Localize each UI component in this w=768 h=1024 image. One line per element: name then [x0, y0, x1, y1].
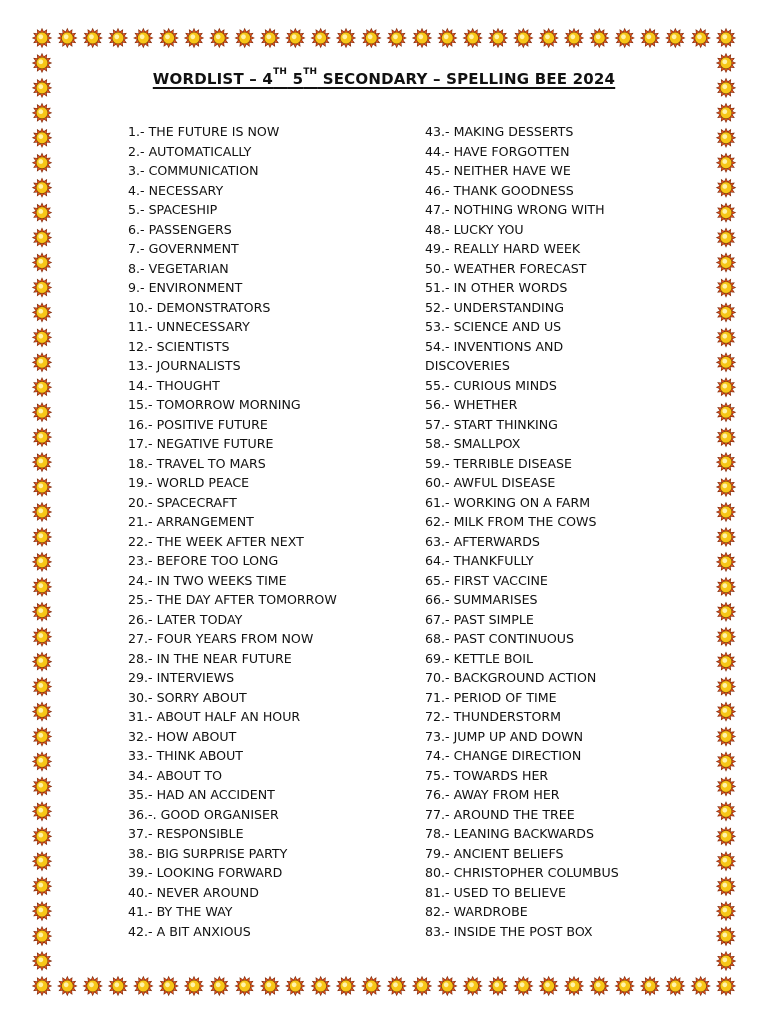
sun-icon	[717, 353, 736, 372]
word-list-item: 80.- CHRISTOPHER COLUMBUS	[425, 865, 619, 880]
word-list-item: 29.- INTERVIEWS	[128, 670, 235, 685]
sun-icon	[362, 29, 381, 48]
sun-icon	[235, 29, 254, 48]
sun-icon	[489, 29, 508, 48]
sun-icon	[337, 29, 356, 48]
sun-icon	[717, 153, 736, 172]
sun-icon	[134, 977, 153, 996]
sun-icon	[33, 752, 52, 771]
sun-icon	[261, 29, 280, 48]
sun-icon	[717, 852, 736, 871]
word-list-item: 31.- ABOUT HALF AN HOUR	[128, 709, 301, 724]
title-part-2: 5	[287, 70, 304, 88]
sun-icon	[210, 29, 229, 48]
sun-icon	[641, 29, 660, 48]
word-list-item: 56.- WHETHER	[425, 397, 518, 412]
word-list-item: 36.-. GOOD ORGANISER	[128, 806, 279, 822]
sun-icon	[717, 103, 736, 122]
sun-icon	[717, 702, 736, 721]
word-list-item: 12.- SCIENTISTS	[128, 338, 230, 354]
sun-icon	[33, 478, 52, 497]
sun-icon	[33, 328, 52, 347]
title-sup-2: TH	[303, 67, 318, 77]
sun-icon	[33, 153, 52, 172]
word-list-item: 15.- TOMORROW MORNING	[128, 397, 301, 412]
sun-icon	[159, 29, 178, 48]
sun-icon	[717, 602, 736, 621]
word-list-item: 2.- AUTOMATICALLY	[128, 143, 252, 159]
word-list-item: 46.- THANK GOODNESS	[425, 182, 574, 198]
sun-icon	[666, 29, 685, 48]
word-list-item: 4.- NECESSARY	[128, 182, 224, 198]
sun-icon	[717, 927, 736, 946]
word-list-item: 76.- AWAY FROM HER	[425, 787, 560, 802]
sun-icon	[641, 977, 660, 996]
sun-icon	[134, 29, 153, 48]
word-list-item: 54.- INVENTIONS AND DISCOVERIES	[425, 338, 564, 373]
sun-icon	[387, 29, 406, 48]
sun-icon	[33, 877, 52, 896]
word-list-item: 74.- CHANGE DIRECTION	[425, 748, 582, 763]
word-list-item: 57.- START THINKING	[425, 416, 558, 432]
word-list-item: 1.- THE FUTURE IS NOW	[128, 124, 280, 139]
sun-icon	[33, 677, 52, 696]
word-list-item: 30.- SORRY ABOUT	[128, 689, 247, 705]
sun-icon	[311, 29, 330, 48]
sun-icon	[514, 29, 533, 48]
sun-icon	[337, 977, 356, 996]
sun-icon	[717, 727, 736, 746]
sun-icon	[33, 777, 52, 796]
sun-icon	[58, 977, 77, 996]
sun-icon	[717, 527, 736, 546]
word-list-item: 5.- SPACESHIP	[128, 202, 218, 217]
sun-icon	[666, 977, 685, 996]
sun-icon	[717, 552, 736, 571]
word-list-item: 60.- AWFUL DISEASE	[425, 475, 556, 490]
sun-icon	[717, 278, 736, 297]
sun-icon	[83, 29, 102, 48]
sun-icon	[717, 777, 736, 796]
sun-icon	[33, 278, 52, 297]
sun-icon	[717, 128, 736, 147]
word-list-item: 40.- NEVER AROUND	[128, 884, 259, 900]
sun-icon	[235, 977, 254, 996]
word-list-item: 37.- RESPONSIBLE	[128, 826, 244, 841]
sun-icon	[615, 29, 634, 48]
sun-icon	[717, 877, 736, 896]
sun-icon	[33, 552, 52, 571]
word-list-item: 27.- FOUR YEARS FROM NOW	[128, 631, 314, 646]
title-sup-1: TH	[273, 67, 288, 77]
sun-icon	[33, 702, 52, 721]
word-list-item: 14.- THOUGHT	[128, 377, 220, 393]
word-list-item: 52.- UNDERSTANDING	[425, 299, 564, 315]
sun-icon	[438, 29, 457, 48]
word-list-left	[128, 122, 418, 941]
sun-icon	[717, 178, 736, 197]
sun-icon	[33, 827, 52, 846]
word-list-item: 25.- THE DAY AFTER TOMORROW	[128, 592, 337, 607]
word-list-item: 77.- AROUND THE TREE	[425, 806, 575, 822]
sun-icon	[33, 228, 52, 247]
sun-icon	[185, 977, 204, 996]
sun-icon	[590, 29, 609, 48]
word-list-item: 64.- THANKFULLY	[425, 553, 534, 568]
sun-icon	[33, 253, 52, 272]
word-list-item: 26.- LATER TODAY	[128, 611, 243, 627]
sun-icon	[33, 977, 52, 996]
word-list-item: 44.- HAVE FORGOTTEN	[425, 143, 570, 159]
word-list-item: 45.- NEITHER HAVE WE	[425, 163, 571, 178]
sun-icon	[565, 977, 584, 996]
sun-icon	[33, 503, 52, 522]
sun-icon	[33, 128, 52, 147]
sun-icon	[717, 652, 736, 671]
sun-icon	[311, 977, 330, 996]
sun-icon	[717, 328, 736, 347]
sun-icon	[33, 303, 52, 322]
word-list-item: 23.- BEFORE TOO LONG	[128, 553, 279, 568]
sun-icon	[33, 403, 52, 422]
word-list-item: 43.- MAKING DESSERTS	[425, 124, 574, 139]
word-list-item: 39.- LOOKING FORWARD	[128, 865, 283, 880]
sun-icon	[159, 977, 178, 996]
word-list-item: 71.- PERIOD OF TIME	[425, 689, 557, 705]
word-list-item: 7.- GOVERNMENT	[128, 241, 239, 256]
sun-icon	[33, 802, 52, 821]
word-list-item: 34.- ABOUT TO	[128, 767, 223, 783]
sun-icon	[33, 178, 52, 197]
sun-icon	[717, 627, 736, 646]
sun-icon	[463, 29, 482, 48]
sun-icon	[33, 652, 52, 671]
word-list-item: 66.- SUMMARISES	[425, 592, 538, 607]
word-list-item: 78.- LEANING BACKWARDS	[425, 826, 594, 841]
word-list-item: 17.- NEGATIVE FUTURE	[128, 436, 274, 451]
word-list-item: 28.- IN THE NEAR FUTURE	[128, 650, 292, 666]
word-list-item: 18.- TRAVEL TO MARS	[128, 455, 266, 471]
title-part-1: WORDLIST – 4	[152, 70, 274, 88]
word-list-item: 13.- JOURNALISTS	[128, 358, 241, 373]
sun-icon	[33, 627, 52, 646]
sun-icon	[33, 378, 52, 397]
sun-icon	[717, 228, 736, 247]
sun-icon	[717, 503, 736, 522]
word-list-item: 42.- A BIT ANXIOUS	[128, 923, 251, 939]
sun-icon	[717, 977, 736, 996]
word-list-item: 10.- DEMONSTRATORS	[128, 299, 271, 315]
sun-icon	[717, 577, 736, 596]
word-list-item: 19.- WORLD PEACE	[128, 475, 250, 490]
sun-icon	[615, 977, 634, 996]
word-list-item: 82.- WARDROBE	[425, 904, 528, 919]
word-list-item: 33.- THINK ABOUT	[128, 748, 243, 763]
sun-icon	[185, 29, 204, 48]
sun-icon	[717, 253, 736, 272]
word-list-item: 47.- NOTHING WRONG WITH	[425, 202, 605, 217]
word-list-item: 59.- TERRIBLE DISEASE	[425, 455, 572, 471]
sun-icon	[33, 353, 52, 372]
sun-icon	[717, 453, 736, 472]
page-title	[0, 67, 768, 88]
word-list-item: 9.- ENVIRONMENT	[128, 280, 243, 295]
sun-icon	[109, 977, 128, 996]
sun-icon	[33, 527, 52, 546]
sun-icon	[717, 29, 736, 48]
sun-icon	[717, 378, 736, 397]
sun-icon	[33, 727, 52, 746]
word-list-item: 38.- BIG SURPRISE PARTY	[128, 845, 288, 861]
word-list-item: 32.- HOW ABOUT	[128, 728, 237, 744]
word-list-item: 50.- WEATHER FORECAST	[425, 260, 587, 276]
sun-icon	[717, 428, 736, 447]
sun-icon	[717, 752, 736, 771]
sun-icon	[33, 203, 52, 222]
word-list-item: 41.- BY THE WAY	[128, 904, 233, 919]
sun-icon	[590, 977, 609, 996]
word-list-item: 75.- TOWARDS HER	[425, 767, 549, 783]
sun-icon	[33, 103, 52, 122]
word-list-item: 24.- IN TWO WEEKS TIME	[128, 572, 287, 588]
sun-icon	[717, 203, 736, 222]
sun-icon	[717, 403, 736, 422]
word-list-right	[425, 122, 665, 941]
word-list-item: 21.- ARRANGEMENT	[128, 514, 254, 529]
word-list-item: 63.- AFTERWARDS	[425, 533, 540, 549]
sun-icon	[286, 977, 305, 996]
word-list-item: 58.- SMALLPOX	[425, 436, 521, 451]
word-list-item: 70.- BACKGROUND ACTION	[425, 670, 597, 685]
word-list-item: 8.- VEGETARIAN	[128, 260, 229, 276]
sun-icon	[717, 478, 736, 497]
sun-icon	[261, 977, 280, 996]
sun-icon	[33, 952, 52, 971]
word-list-item: 69.- KETTLE BOIL	[425, 650, 533, 666]
sun-icon	[109, 29, 128, 48]
sun-icon	[413, 977, 432, 996]
sun-icon	[489, 977, 508, 996]
word-list-item: 53.- SCIENCE AND US	[425, 319, 562, 334]
sun-icon	[717, 677, 736, 696]
title-part-3: SECONDARY – SPELLING BEE 2024	[317, 70, 616, 88]
sun-icon	[33, 927, 52, 946]
word-list-item: 61.- WORKING ON A FARM	[425, 494, 591, 510]
sun-icon	[33, 453, 52, 472]
word-list-item: 35.- HAD AN ACCIDENT	[128, 787, 275, 802]
sun-icon	[33, 577, 52, 596]
word-list-item: 20.- SPACECRAFT	[128, 494, 237, 510]
word-list-item: 67.- PAST SIMPLE	[425, 611, 534, 627]
sun-icon	[717, 952, 736, 971]
sun-icon	[362, 977, 381, 996]
sun-icon	[463, 977, 482, 996]
sun-icon	[286, 29, 305, 48]
sun-icon	[717, 902, 736, 921]
sun-icon	[33, 852, 52, 871]
sun-icon	[33, 902, 52, 921]
word-list-item: 68.- PAST CONTINUOUS	[425, 631, 574, 646]
word-list-item: 62.- MILK FROM THE COWS	[425, 514, 597, 529]
sun-icon	[58, 29, 77, 48]
word-list-item: 11.- UNNECESSARY	[128, 319, 250, 334]
word-list-item: 55.- CURIOUS MINDS	[425, 377, 557, 393]
sun-icon	[539, 977, 558, 996]
title-text	[152, 67, 616, 88]
word-list-item: 49.- REALLY HARD WEEK	[425, 241, 581, 256]
sun-icon	[83, 977, 102, 996]
sun-icon	[539, 29, 558, 48]
sun-icon	[691, 977, 710, 996]
word-list-item: 48.- LUCKY YOU	[425, 221, 524, 237]
word-list-item: 16.- POSITIVE FUTURE	[128, 416, 268, 432]
sun-icon	[33, 29, 52, 48]
sun-icon	[413, 29, 432, 48]
word-list-item: 51.- IN OTHER WORDS	[425, 280, 568, 295]
sun-icon	[717, 303, 736, 322]
word-list-item: 6.- PASSENGERS	[128, 221, 232, 237]
word-list-item: 83.- INSIDE THE POST BOX	[425, 923, 593, 939]
sun-icon	[438, 977, 457, 996]
sun-icon	[210, 977, 229, 996]
word-list-item: 72.- THUNDERSTORM	[425, 709, 561, 724]
word-list-item: 65.- FIRST VACCINE	[425, 572, 548, 588]
word-list-item: 22.- THE WEEK AFTER NEXT	[128, 533, 304, 549]
sun-icon	[33, 428, 52, 447]
word-list-item: 81.- USED TO BELIEVE	[425, 884, 566, 900]
word-list-item: 79.- ANCIENT BELIEFS	[425, 845, 564, 861]
sun-icon	[33, 602, 52, 621]
sun-icon	[691, 29, 710, 48]
sun-icon	[387, 977, 406, 996]
sun-icon	[717, 827, 736, 846]
word-list-item: 3.- COMMUNICATION	[128, 163, 259, 178]
sun-icon	[717, 802, 736, 821]
word-list-item: 73.- JUMP UP AND DOWN	[425, 728, 584, 744]
sun-icon	[514, 977, 533, 996]
sun-icon	[565, 29, 584, 48]
